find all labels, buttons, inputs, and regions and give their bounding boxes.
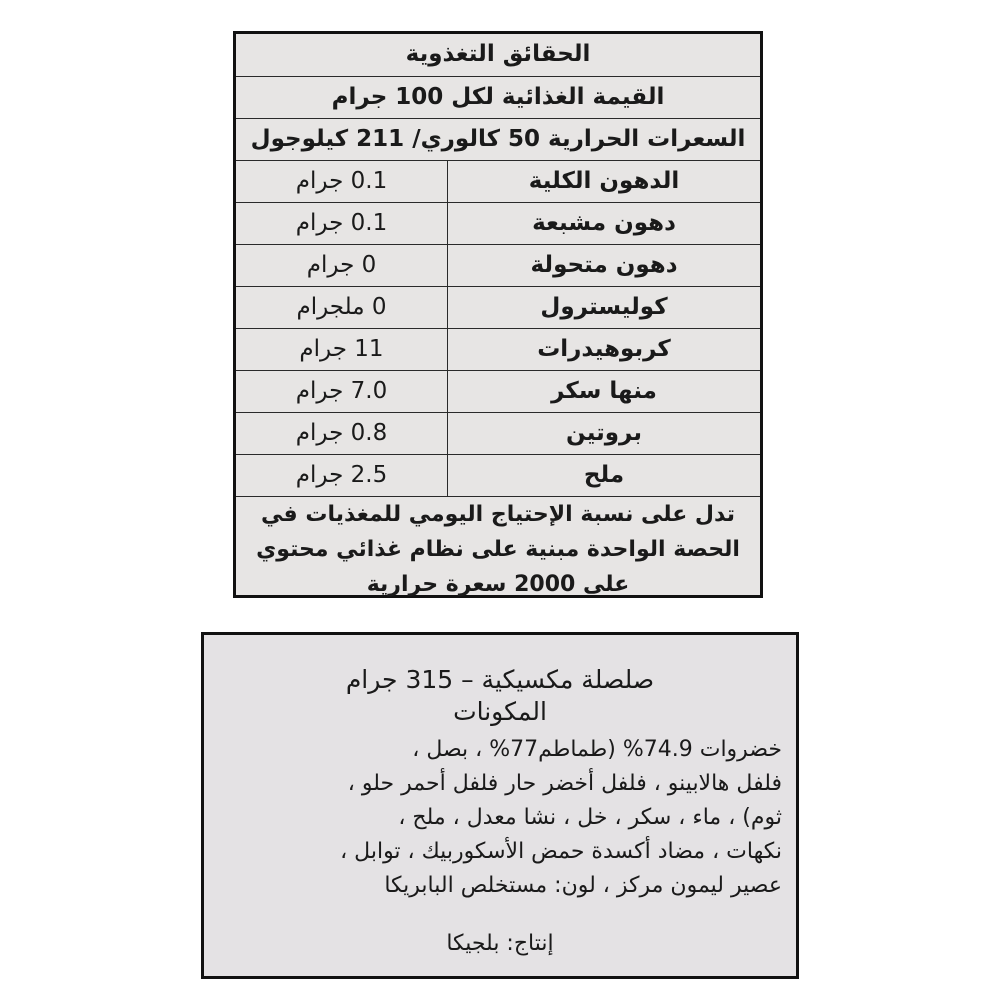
table-row bbox=[236, 329, 760, 371]
note-line: الحصة الواحدة مبنية على نظام غذائي محتوي bbox=[256, 537, 740, 562]
nutrient-name: دهون مشبعة bbox=[532, 210, 676, 236]
nutrient-value: 7.0 جرام bbox=[236, 371, 448, 412]
ingredients-line: نكهات ، مضاد أكسدة حمض الأسكوربيك ، توابل ، bbox=[340, 839, 782, 864]
nutrient-value: 11 جرام bbox=[236, 329, 448, 370]
nutrient-name: بروتين bbox=[566, 420, 642, 446]
table-row bbox=[236, 371, 760, 413]
nutrient-value: 0.8 جرام bbox=[236, 413, 448, 454]
ingredients-heading: المكونات bbox=[453, 697, 547, 726]
nutrient-name: كربوهيدرات bbox=[537, 336, 671, 362]
ingredients-list bbox=[222, 733, 782, 903]
nutrient-name: ملح bbox=[583, 462, 625, 488]
nutrient-name: منها سكر bbox=[551, 378, 657, 404]
note-line: تدل على نسبة الإحتياج اليومي للمغذيات في bbox=[261, 502, 735, 527]
ingredients-line: فلفل هالابينو ، فلفل أخضر حار فلفل أحمر حلو ، bbox=[347, 771, 782, 796]
nutrient-name: كوليسترول bbox=[540, 294, 668, 320]
table-row bbox=[236, 287, 760, 329]
nutrient-value: 0 جرام bbox=[236, 245, 448, 286]
energy-row: السعرات الحرارية 50 كالوري/ 211 كيلوجول bbox=[236, 119, 760, 161]
nutrition-table bbox=[236, 161, 760, 497]
table-row bbox=[236, 203, 760, 245]
nutrient-name: الدهون الكلية bbox=[528, 168, 680, 194]
ingredients-line: عصير ليمون مركز ، لون: مستخلص البابريكا bbox=[384, 873, 782, 898]
table-row bbox=[236, 161, 760, 203]
nutrient-name: دهون متحولة bbox=[530, 252, 678, 278]
table-row bbox=[236, 413, 760, 455]
daily-value-note bbox=[246, 497, 750, 602]
table-row bbox=[236, 245, 760, 287]
nutrient-value: 0.1 جرام bbox=[236, 203, 448, 244]
ingredients-line: خضروات 74.9% (طماطم77% ، بصل ، bbox=[412, 737, 782, 762]
ingredients-panel bbox=[201, 632, 799, 979]
ingredients-line: ثوم) ، ماء ، سكر ، خل ، نشا معدل ، ملح ، bbox=[398, 805, 782, 830]
per-100g-heading: القيمة الغذائية لكل 100 جرام bbox=[236, 77, 760, 119]
nutrient-value: 0 ملجرام bbox=[236, 287, 448, 328]
nutrient-value: 2.5 جرام bbox=[236, 455, 448, 496]
note-line: على 2000 سعرة حرارية bbox=[366, 572, 630, 597]
nutrition-facts-panel bbox=[233, 31, 763, 598]
country-of-origin: إنتاج: بلجيكا bbox=[446, 931, 554, 956]
nutrition-title: الحقائق التغذوية bbox=[236, 34, 760, 77]
product-name: صلصلة مكسيكية – 315 جرام bbox=[345, 665, 655, 694]
table-row bbox=[236, 455, 760, 497]
nutrient-value: 0.1 جرام bbox=[236, 161, 448, 202]
